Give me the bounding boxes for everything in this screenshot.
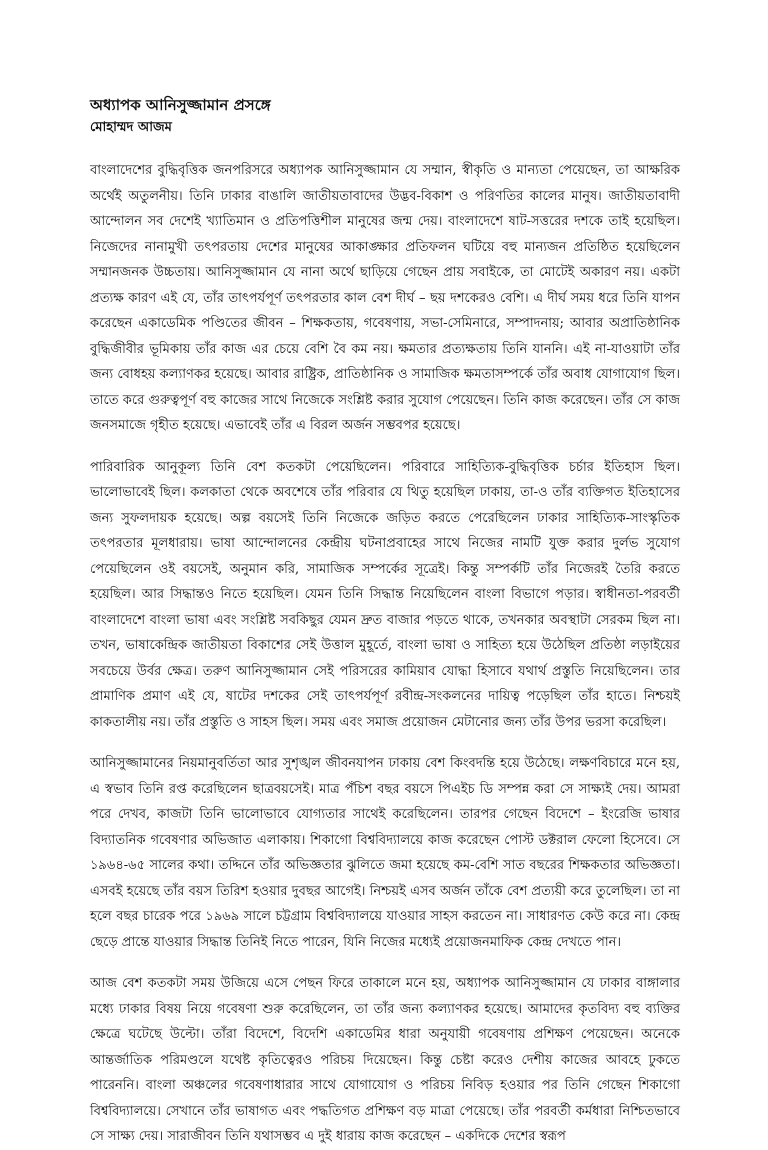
paragraph-4: আজ বেশ কতকটা সময় উজিয়ে এসে পেছন ফিরে তাকালে মনে হয়, অধ্যাপক আনিসুজ্জামান যে ঢাকার বাঙ্গালার মধ্যে ঢাকার বিষয় নিয়ে গবেষণা শুরু করেছিলেন, তা তাঁর জন্য কল্যাণকর হয়েছে। আমাদের কৃতবিদ্য বহু ব্যক্তির ক্ষেত্রে ঘটেছে উল্টো। তাঁরা বিদেশে, বিদেশি একাডেমির ধারা অনুযায়ী গবেষণায় প্রশিক্ষণ পেয়েছেন। অনেকে আন্তর্জাতিক পরিমণ্ডলে যথেষ্ট কৃতিত্বেরও পরিচয় দিয়েছেন। কিন্তু চেষ্টা করেও দেশীয় কাজের আবহে ঢুকতে পারেননি। বাংলা অঞ্চলের গবেষণাধারার সাথে যোগাযোগ ও পরিচয় নিবিড় হওয়ার পর তিনি গেছেন শিকাগো বিশ্ববিদ্যালয়ে। সেখানে তাঁর ভাষাগত এবং পদ্ধতিগত প্রশিক্ষণ বড় মাত্রা পেয়েছে। তাঁর পরবর্তী কর্মধারা নিশ্চিতভাবে সে সাক্ষ্য দেয়। সারাজীবন তিনি যথাসম্ভব এ দুই ধারায় কাজ করেছেন – একদিকে দেশের স্বরূপ: [90, 976, 680, 1144]
paragraph-2: পারিবারিক আনুকূল্য তিনি বেশ কতকটা পেয়েছিলেন। পরিবারে সাহিত্যিক-বুদ্ধিবৃত্তিক চর্চার ইতিহাস ছিল। ভালোভাবেই ছিল। কলকাতা থেকে অবশেষে তাঁর পরিবার যে থিতু হয়েছিল ঢাকায়, তা-ও তাঁর ব্যক্তিগত ইতিহাসের জন্য সুফলদায়ক হয়েছে। অল্প বয়সেই তিনি নিজেকে জড়িত করতে পেরেছিলেন ঢাকার সাহিত্যিক-সাংস্কৃতিক তৎপরতার মূলধারায়। ভাষা আন্দোলনের কেন্দ্রীয় ঘটনাপ্রবাহের সাথে নিজের নামটি যুক্ত করার দুর্লভ সুযোগ পেয়েছিলেন ওই বয়সেই, অনুমান করি, সামাজিক সম্পর্কের সূত্রেই। কিন্তু সম্পর্কটি তাঁর নিজেরই তৈরি করতে হয়েছিল। আর সিদ্ধান্তও নিতে হয়েছিল। যেমন তিনি সিদ্ধান্ত নিয়েছিলেন বাংলা বিভাগে পড়ার। স্বাধীনতা-পরবর্তী বাংলাদেশে বাংলা ভাষা এবং সংশ্লিষ্ট সবকিছুর যেমন দ্রুত বাজার পড়তে থাকে, তখনকার অবস্থাটা সেরকম ছিল না। তখন, ভাষাকেন্দ্রিক জাতীয়তা বিকাশের সেই উত্তাল মুহূর্তে, বাংলা ভাষা ও সাহিত্য হয়ে উঠেছিল প্রতিষ্ঠা লড়াইয়ের সবচেয়ে উর্বর ক্ষেত্র। তরুণ আনিসুজ্জামান সেই পরিসরের কামিয়াব যোদ্ধা হিসাবে যথার্থ প্রস্তুতি নিয়েছিলেন। তার প্রামাণিক প্রমাণ এই যে, ষাটের দশকের সেই তাৎপর্যপূর্ণ রবীন্দ্র-সংকলনের দায়িত্ব পড়েছিল তাঁর হাতে। নিশ্চয়ই কাকতালীয় নয়। তাঁর প্রস্তুতি ও সাহস ছিল। সময় এবং সমাজ প্রয়োজন মেটানোর জন্য তাঁর উপর ভরসা করেছিল।: [90, 459, 680, 730]
article-title: অধ্যাপক আনিসুজ্জামান প্রসঙ্গে: [90, 96, 271, 114]
paragraph-3: আনিসুজ্জামানের নিয়মানুবর্তিতা আর সুশৃঙ্খল জীবনযাপন ঢাকায় বেশ কিংবদন্তি হয়ে উঠেছে। লক্ষণবিচারে মনে হয়, এ স্বভাব তিনি রপ্ত করেছিলেন ছাত্রবয়সেই। মাত্র পঁচিশ বছর বয়সে পিএইচ ডি সম্পন্ন করা সে সাক্ষ্যই দেয়। আমরা পরে দেখব, কাজটা তিনি ভালোভাবে যোগ্যতার সাথেই করেছিলেন। তারপর গেছেন বিদেশে – ইংরেজি ভাষার বিদ্যাতনিক গবেষণার অভিজাত এলাকায়। শিকাগো বিশ্ববিদ্যালয়ে কাজ করেছেন পোস্ট ডক্টরাল ফেলো হিসেবে। সে ১৯৬৪-৬৫ সালের কথা। তদ্দিনে তাঁর অভিজ্ঞতার ঝুলিতে জমা হয়েছে কম-বেশি সাত বছরের শিক্ষকতার অভিজ্ঞতা। এসবই হয়েছে তাঁর বয়স তিরিশ হওয়ার দুবছর আগেই। নিশ্চয়ই এসব অর্জন তাঁকে বেশ প্রত্যয়ী করে তুলেছিল। তা না হলে বছর চারেক পরে ১৯৬৯ সালে চট্টগ্রাম বিশ্ববিদ্যালয়ে যাওয়ার সাহস করতেন না। সাধারণত কেউ করে না। কেন্দ্র ছেড়ে প্রান্তে যাওয়ার সিদ্ধান্ত তিনিই নিতে পারেন, যিনি নিজের মধ্যেই প্রয়োজনমাফিক কেন্দ্র দেখতে পান।: [90, 756, 680, 950]
article-author: মোহাম্মদ আজম: [90, 120, 172, 135]
paragraph-1: বাংলাদেশের বুদ্ধিবৃত্তিক জনপরিসরে অধ্যাপক আনিসুজ্জামান যে সম্মান, স্বীকৃতি ও মান্যতা পেয়েছেন, তা আক্ষরিক অর্থেই অতুলনীয়। তিনি ঢাকার বাঙালি জাতীয়তাবাদের উদ্ভব-বিকাশ ও পরিণতির কালের মানুষ। জাতীয়তাবাদী আন্দোলন সব দেশেই খ্যাতিমান ও প্রতিপত্তিশীল মানুষের জন্ম দেয়। বাংলাদেশে ষাট-সত্তরের দশকে তাই হয়েছিল। নিজেদের নানামুখী তৎপরতায় দেশের মানুষের আকাঙ্ক্ষার প্রতিফলন ঘটিয়ে বহু মান্যজন প্রতিষ্ঠিত হয়েছিলেন সম্মানজনক উচ্চতায়। আনিসুজ্জামান যে নানা অর্থে ছাড়িয়ে গেছেন প্রায় সবাইকে, তা মোটেই অকারণ নয়। একটা প্রত্যক্ষ কারণ এই যে, তাঁর তাৎপর্যপূর্ণ তৎপরতার কাল বেশ দীর্ঘ – ছয় দশকেরও বেশি। এ দীর্ঘ সময় ধরে তিনি যাপন করেছেন একাডেমিক পণ্ডিতের জীবন – শিক্ষকতায়, গবেষণায়, সভা-সেমিনারে, সম্পাদনায়; আবার অপ্রাতিষ্ঠানিক বুদ্ধিজীবীর ভূমিকায় তাঁর কাজ এর চেয়ে বেশি বৈ কম নয়। ক্ষমতার প্রত্যক্ষতায় তিনি যাননি। এই না-যাওয়াটা তাঁর জন্য বোধহয় কল্যাণকর হয়েছে। আবার রাষ্ট্রিক, প্রাতিষ্ঠানিক ও সামাজিক ক্ষমতাসম্পর্কে তাঁর অবাধ যোগাযোগ ছিল। তাতে করে গুরুত্বপূর্ণ বহু কাজের সাথে নিজেকে সংশ্লিষ্ট করার সুযোগ পেয়েছেন। তিনি কাজ করেছেন। তাঁর সে কাজ জনসমাজে গৃহীত হয়েছে। এভাবেই তাঁর এ বিরল অর্জন সম্ভবপর হয়েছে।: [90, 163, 680, 433]
